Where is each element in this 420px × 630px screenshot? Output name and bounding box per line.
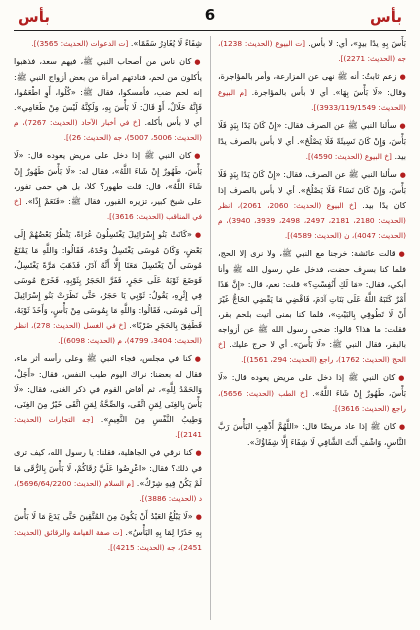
hadith-entry <box>14 36 202 51</box>
hadith-reference: [خ في المناقب (الحديث: 3616)]. <box>14 197 202 221</box>
header-rule <box>14 30 406 31</box>
hadith-text: كنا في مجلس، فجاء النبي ﷺ وعلى رأسه أثر ماء، فقال له بعضنا: نراك اليوم طيب النفس، فقال: «أَجَلْ، وَالحَمْدُ لِلَّهِ»، ثم أفاض القوم في ذكر الغنى، فقال: «لَا بَأْسَ بِالغِنَى لِمَنِ اتَّقَى، وَالصِّحَّةُ لِمَنِ اتَّقَى خَيْرٌ مِنَ الغِنَى، وَطِيبُ النَّفْسِ مِنَ النَّعِيمِ». <box>14 353 202 424</box>
hadith-entry <box>14 445 202 506</box>
bullet-icon: ● <box>194 58 202 66</box>
hadith-text: سألنا النبي ﷺ عن الصرف، فقال: «إِنْ كَانَ يَدًا بِيَدٍ فَلَا بَأْسَ، وَإِنْ كَانَ نَسَاءً فَلَا يَصْلُحُ». أي لا بأس بالصرف إذا كان يدًا بيد. <box>218 169 406 210</box>
bullet-icon: ● <box>195 513 202 521</box>
hadith-reference: [م البيوع (الحديث: 3933/119/1549)]. <box>218 88 406 112</box>
hadith-text: زعم ثابتٌ: أنه ﷺ نهى عن المزارعة، وأمر بالمؤاجرة، وقال: «لَا بَأْسَ بِهَا». أي لا بأس بالمؤاجرة. <box>218 71 406 97</box>
hadith-reference: [ت صفة القيامة والرقائق (الحديث: 2451)، جه (الحديث: 4215)]. <box>14 528 202 552</box>
hadith-text: كان ﷺ إذا عاد مريضًا قال: «اللَّهُمَّ أَذْهِبِ البَأْسَ رَبَّ النَّاسِ، وَاشْفِ أَنْتَ الشَّافِي لَا شِفَاءَ إِلَّا شِفَاؤُكَ». <box>218 421 406 447</box>
hadith-reference: [خ البيوع (الحديث: 4590)]. <box>305 152 392 161</box>
hadith-entry <box>218 69 406 115</box>
hadith-entry <box>218 118 406 164</box>
column-divider <box>210 36 211 620</box>
hadith-entry <box>218 419 406 450</box>
hadith-reference: [خ البيوع (الحديث: 2060، 2061)، انظر (الحديث: 2180، 2181، 2497، 2498، 3939، 3940)، م (الحديث: 4047)، ن (الحديث: 4589)]. <box>218 201 406 240</box>
hadith-text: قالت عائشة: خرجنا مع النبي ﷺ، ولا نرى إلا الحج، فلما كنا بسرِف حضت، فدخل علي رسول الله ﷺ وأنا أبكي، فقال: «مَا لَكِ أَنُفِسْتِ؟» قلت: نعم، قال: «إِنَّ هَذَا أَمْرٌ كَتَبَهُ اللَّهُ عَلَى بَنَاتِ آدَمَ، فَاقْضِي مَا يَقْضِي الحَاجُّ غَيْرَ أَنْ لَا تَطُوفِي بِالبَيْتِ»، فلما كنا بمنى أتيت بلحم بقر، فقلت: ما هذا؟ قالوا: ضحى رسول الله ﷺ عن أزواجه بالبقر، فقال النبي ﷺ: «لَا بَأْسَ». أي لا حرج عليك. <box>218 248 406 349</box>
hadith-entry <box>14 509 202 555</box>
header-keyword-right: بأس <box>370 8 402 26</box>
hadith-text: كان النبي ﷺ إذا دخل على مريض يعوده قال: «لَا بَأْسَ، طَهُورٌ إِنْ شَاءَ اللَّهُ»، فقال له: «لَا بَأْسَ طَهُورٌ إِنْ شَاءَ اللَّهُ»، قال: قلت طهور؟ كلا، بل هي حمى تفور، على شيخ كبير، تزيره القبور، فقال ﷺ: «فَنَعَمْ إِذًا». <box>14 150 202 206</box>
hadith-text: كان النبي ﷺ إذا دخل على مريض يعوده قال: «لَا بَأْسَ، طَهُورٌ إِنْ شَاءَ اللَّهُ». <box>218 372 406 398</box>
hadith-entry <box>218 167 406 243</box>
hadith-reference: [ت البيوع (الحديث: 1238)، جه (الحديث: 2271)]. <box>218 39 406 63</box>
hadith-text: «لَا يَبْلُغُ العَبْدُ أَنْ يَكُونَ مِنَ المُتَّقِينَ حَتَّى يَدَعَ مَا لَا بَأْسَ بِهِ حَذَرًا لِمَا بِهِ البَأْسُ». <box>14 511 202 537</box>
bullet-icon: ● <box>398 250 406 258</box>
hadith-reference: [خ الطب (الحديث: 5656)، راجع (الحديث: 3616)]. <box>218 389 406 413</box>
hadith-text: سألنا النبي ﷺ عن الصرف فقال: «إِنْ كَانَ يَدًا بِيَدٍ فَلَا بَأْسَ، وَإِنْ كَانَ نَسِيئَةً فَلَا يَصْلُحُ». أي لا بأس بالصرف يدًا بيد. <box>218 120 406 161</box>
hadith-reference: [خ في الغسل (الحديث: 278)، انظر (الحديث: 3404، 4799)، م (الحديث: 6098)]. <box>14 321 202 345</box>
hadith-text: شِفَاءً لَا يُغَادِرُ سَقَمًا». <box>130 38 202 48</box>
bullet-icon: ● <box>399 122 406 130</box>
bullet-icon: ● <box>399 423 406 431</box>
hadith-entry <box>218 370 406 416</box>
left-column <box>14 36 202 620</box>
page-number: 6 <box>204 6 216 24</box>
bullet-icon: ● <box>398 374 406 382</box>
hadith-reference: [جه التجارات (الحديث: 2141)]. <box>14 415 202 439</box>
hadith-text: كنا نرقي في الجاهلية، فقلنا: يا رسول الله، كيف ترى في ذلك؟ فقال: «اعْرِضُوا عَلَيَّ رُقَاكُمْ، لَا بَأْسَ بِالرُّقَى مَا لَمْ يَكُنْ فِيهِ شِرْكٌ». <box>14 447 202 488</box>
bullet-icon: ● <box>399 73 406 81</box>
hadith-reference: [خ الحج (الحديث: 1762)، راجع (الحديث: 294، 1561)]. <box>218 340 406 364</box>
hadith-entry <box>14 351 202 442</box>
hadith-entry <box>218 246 406 367</box>
header-keyword-left: بأس <box>18 8 50 26</box>
hadith-text: «كَانَتْ بَنُو إِسْرَائِيلَ يَغْتَسِلُونَ عُرَاةً، يَنْظُرُ بَعْضُهُمْ إِلَى بَعْضٍ، وَكَانَ مُوسَى يَغْتَسِلُ وَحْدَهُ، فَقَالُوا: وَاللَّهِ مَا يَمْنَعُ مُوسَى أَنْ يَغْتَسِلَ مَعَنَا إِلَّا أَنَّهُ آدَرُ، فَذَهَبَ مَرَّةً يَغْتَسِلُ، فَوَضَعَ ثَوْبَهُ عَلَى حَجَرٍ، فَفَرَّ الحَجَرُ بِثَوْبِهِ، فَخَرَجَ مُوسَى فِي إِثْرِهِ، يَقُولُ: ثَوْبِي يَا حَجَرُ، حَتَّى نَظَرَتْ بَنُو إِسْرَائِيلَ إِلَى مُوسَى، فَقَالُوا: وَاللَّهِ مَا بِمُوسَى مِنْ بَأْسٍ، وَأَخَذَ ثَوْبَهُ، فَطَفِقَ بِالحَجَرِ ضَرْبًا». <box>14 229 202 330</box>
bullet-icon: ● <box>194 231 202 239</box>
right-column <box>218 36 406 620</box>
bullet-icon: ● <box>194 355 202 363</box>
hadith-entry <box>14 148 202 224</box>
hadith-entry <box>14 227 202 348</box>
hadith-reference: [خ في أخبار الآحاد (الحديث: 7267)، م (الحديث: 5006، 5007)، جه (الحديث: 26)]. <box>14 118 202 142</box>
bullet-icon: ● <box>399 171 406 179</box>
hadith-entry <box>218 36 406 66</box>
hadith-text: كان ناس من أصحاب النبي ﷺ، فيهم سعد، فذهبوا يأكلون من لحم، فنادتهم امرأة من بعض أزواج النبي ﷺ: إنه لحم ضب، فأمسكوا، فقال ﷺ: «كُلُوا، أَوِ اطْعَمُوا، فَإِنَّهُ حَلَالٌ، أَوْ قَالَ: لَا بَأْسَ بِهِ، وَلَكِنَّهُ لَيْسَ مِنْ طَعَامِي». أي لا بأس بأكله. <box>14 56 202 127</box>
page-header <box>14 6 406 32</box>
hadith-entry <box>14 54 202 145</box>
bullet-icon: ● <box>194 152 202 160</box>
hadith-reference: [ت الدعوات (الحديث: 3565)]. <box>31 39 129 48</box>
hadith-text: بَأْسَ بِهِ يدًا بيدٍ»، أي: لا بأس. <box>308 38 406 48</box>
hadith-reference: [م السلام (الحديث: 5696/64/2200)، د (الحديث: 3886)]. <box>14 479 202 503</box>
bullet-icon: ● <box>195 449 202 457</box>
